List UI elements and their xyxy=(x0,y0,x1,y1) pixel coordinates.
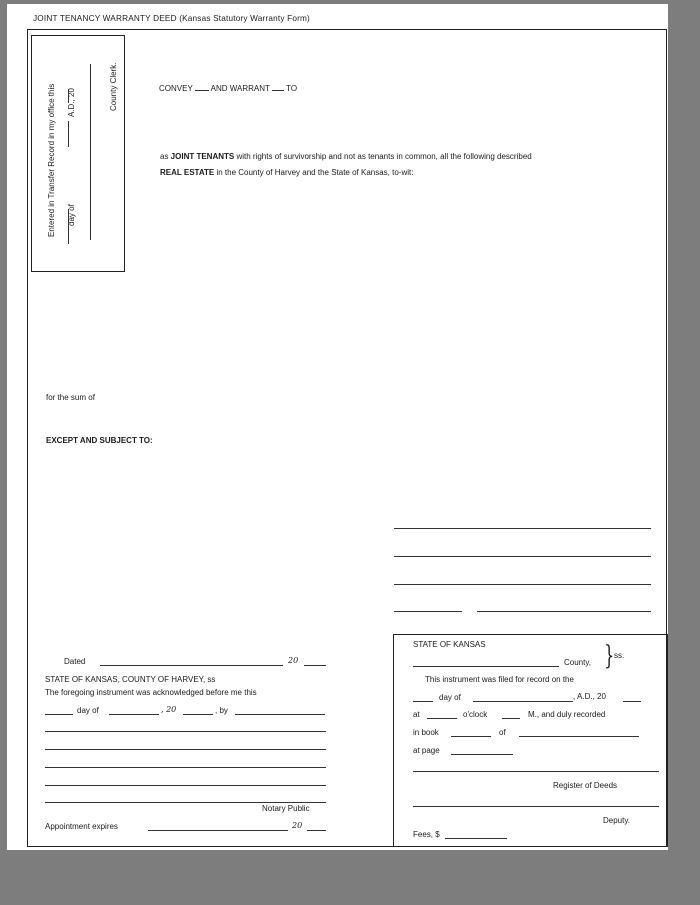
warrant-blank xyxy=(272,90,284,91)
joint-tenants-text xyxy=(160,152,532,161)
appointment-year: 20 xyxy=(292,821,303,830)
ack-day-of: day of xyxy=(77,706,99,715)
ack-line-4[interactable] xyxy=(45,785,326,786)
register-signature-line[interactable] xyxy=(413,771,659,772)
deputy-label: Deputy. xyxy=(603,816,630,825)
ack-year-line[interactable] xyxy=(183,714,213,715)
county-clerk-line xyxy=(90,64,91,240)
real-estate-text xyxy=(160,168,413,177)
appointment-year-line[interactable] xyxy=(307,830,326,831)
filed-at-page: at page xyxy=(413,746,440,755)
register-county: County, xyxy=(564,658,591,667)
real-estate-rest: in the County of Harvey and the State of Kansas, to-wit: xyxy=(214,168,414,177)
filed-recorded: M., and duly recorded xyxy=(528,710,606,719)
appointment-line[interactable] xyxy=(148,830,288,831)
form-title xyxy=(33,14,310,23)
filed-day-line[interactable] xyxy=(413,701,433,702)
dated-year: 20 xyxy=(288,656,299,665)
filed-time-line[interactable] xyxy=(427,718,457,719)
filed-ampm-line[interactable] xyxy=(502,718,520,719)
register-of-deeds-label: Register of Deeds xyxy=(553,781,618,790)
signature-line-4b[interactable] xyxy=(477,611,651,612)
register-filed-text: This instrument was filed for record on the xyxy=(425,675,574,684)
filed-of: of xyxy=(499,728,506,737)
ss-brace: } xyxy=(604,641,615,671)
register-state: STATE OF KANSAS xyxy=(413,640,486,649)
filed-book-line[interactable] xyxy=(451,736,491,737)
entered-in-transfer-text: Entered in Transfer Record in my office this xyxy=(47,83,56,237)
fees-label: Fees, $ xyxy=(413,830,440,839)
ack-notary-line[interactable] xyxy=(45,802,326,803)
ack-line-3[interactable] xyxy=(45,767,326,768)
ack-year: , 20 xyxy=(161,705,177,714)
deed-title: JOINT TENANCY WARRANTY DEED xyxy=(33,14,177,23)
filed-of-line[interactable] xyxy=(519,736,639,737)
fees-line[interactable] xyxy=(445,838,507,839)
dated-line[interactable] xyxy=(100,665,283,666)
filed-year-line[interactable] xyxy=(623,701,641,702)
filed-oclock: o'clock xyxy=(463,710,488,719)
signature-line-1[interactable] xyxy=(394,528,651,529)
notary-public-label: Notary Public xyxy=(262,804,310,813)
record-year-suffix-line xyxy=(68,89,69,103)
dated-year-line[interactable] xyxy=(304,665,326,666)
ack-line-2[interactable] xyxy=(45,749,326,750)
joint-tenants-bold: JOINT TENANTS xyxy=(170,152,235,161)
ack-foregoing: The foregoing instrument was acknowledged before me this xyxy=(45,688,257,697)
filed-ad-year: , A.D., 20 xyxy=(573,692,606,701)
convey-blank xyxy=(195,90,209,91)
and-warrant-text: AND WARRANT xyxy=(210,84,270,93)
joint-tenants-prefix: as xyxy=(160,152,171,161)
signature-line-3[interactable] xyxy=(394,584,651,585)
signature-line-2[interactable] xyxy=(394,556,651,557)
convey-line xyxy=(159,84,297,93)
filed-in-book: in book xyxy=(413,728,439,737)
ack-by-line[interactable] xyxy=(235,714,325,715)
signature-line-4a[interactable] xyxy=(394,611,462,612)
ack-line-1[interactable] xyxy=(45,731,326,732)
ack-month-line[interactable] xyxy=(109,714,159,715)
filed-at: at xyxy=(413,710,420,719)
except-subject-label: EXCEPT AND SUBJECT TO: xyxy=(46,436,153,445)
ack-day-line[interactable] xyxy=(45,714,73,715)
register-county-line[interactable] xyxy=(413,666,559,667)
for-sum-label: for the sum of xyxy=(46,393,95,402)
record-year-line xyxy=(68,121,69,147)
ack-by: , by xyxy=(215,706,228,715)
dated-label: Dated xyxy=(64,657,86,666)
record-ad-year: A.D., 20 xyxy=(67,88,76,117)
filed-day-of: day of xyxy=(439,693,461,702)
to-text: TO xyxy=(286,84,298,93)
deed-subtitle: (Kansas Statutory Warranty Form) xyxy=(179,14,310,23)
filed-month-line[interactable] xyxy=(473,701,573,702)
joint-tenants-rest: with rights of survivorship and not as tenants in common, all the following described xyxy=(234,152,532,161)
record-day-of: day of xyxy=(67,204,76,226)
deputy-signature-line[interactable] xyxy=(413,806,659,807)
appointment-expires-label: Appointment expires xyxy=(45,822,118,831)
county-clerk-label: County Clerk. xyxy=(109,62,118,111)
record-day-line xyxy=(68,209,69,244)
filed-page-line[interactable] xyxy=(451,754,513,755)
real-estate-bold: REAL ESTATE xyxy=(160,168,215,177)
ack-state-county: STATE OF KANSAS, COUNTY OF HARVEY, ss xyxy=(45,675,216,684)
convey-text: CONVEY xyxy=(159,84,193,93)
deed-page xyxy=(7,4,668,850)
register-ss: ss. xyxy=(614,651,625,660)
